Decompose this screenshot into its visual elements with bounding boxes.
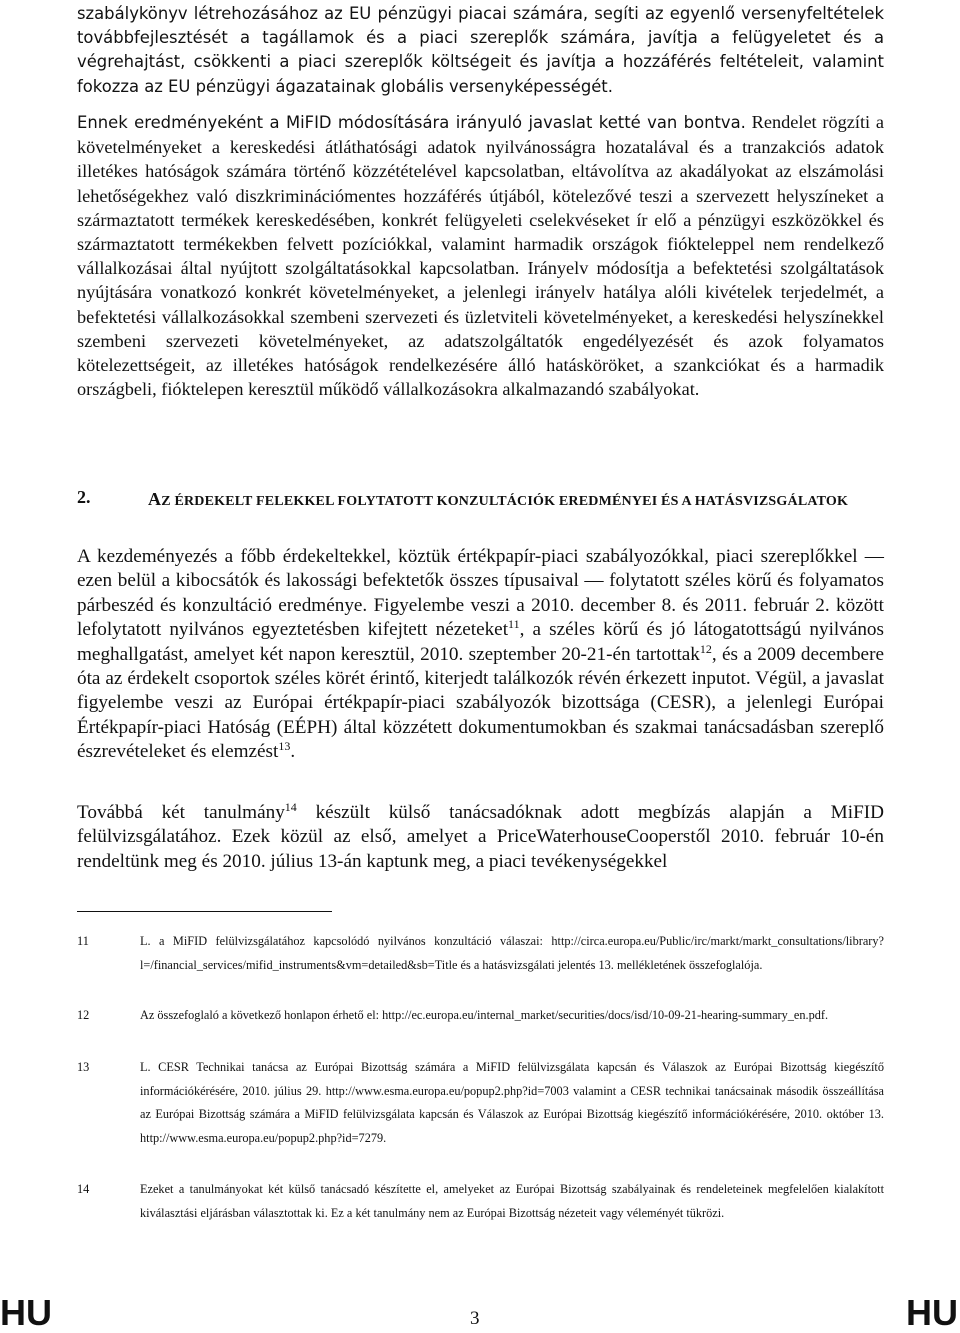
second-paragraph-block: [77, 110, 884, 401]
footnote-ref-13[interactable]: 13: [278, 739, 291, 754]
section-title-initial: A: [148, 489, 162, 509]
section-title: [148, 487, 884, 514]
studies-paragraph-block: [77, 801, 884, 874]
studies-paragraph: [77, 801, 884, 874]
second-paragraph-rest: Rendelet rögzíti a követelményeket a kereskedési átláthatósági adatok nyilvánosságra hozatalával és a tranzakciós adatok illetékes hatóságok számára történő közzétételével kapcsolatban, eltávolítva az akadályokat az elszámolási lehetőségekhez való diszkriminációmentes hozzáférés útjából, kötelezővé teszi a szervezett helyszíneket a származtatott termékek kereskedésében, konkrét felügyeleti cselekvéseket ír elő a pénzügyi eszközökkel és származtatott termékekben felvett pozíciókkal, valamint harmadik országok fiókteleppel nem rendelkező vállalkozásai által nyújtott szolgáltatásokkal kapcsolatban. Irányelv módosítja a befektetési szolgáltatások nyújtására vonatkozó konkrét követelményeket, a jelenlegi irányelv hatálya alóli kivételek terjedelmét, a befektetési vállalkozásokkal szembeni szervezeti és üzletviteli követelményeket, a kereskedési helyszínekkel szembeni szervezeti követelményeket, az adatszolgáltatók engedélyezését és azok folyamatos kötelezettségeit, az illetékes hatóságok rendelkezésére álló hatásköröket, a szankciókat és a harmadik országbeli, fióktelepen keresztül működő vállalkozásokra alkalmazandó szabályokat.: [77, 112, 884, 400]
footnote-number: 11: [77, 934, 89, 948]
footer-language-left: HU: [0, 1292, 52, 1333]
consultation-text-3: , és a 2009 decembere óta az érdekelt csoportok széles körét érintő, kiterjedt találkozók révén érkezett inputot. Végül, a javaslat figyelembe veszi az Európai értékpapír-piaci szabályozók bizottsága (CESR), a jelenlegi Európai Értékpapír-piaci Hatóság (EÉPH) által közzétett dokumentumokban és szakmai tanácsadásban szereplő észrevételeket és elemzést: [77, 643, 884, 763]
footnote-text: L. CESR Technikai tanácsa az Európai Bizottság számára a MiFID felülvizsgálata kapcsán és Válaszok az Európai Bizottság kiegészítő információkérésére, 2010. július 29. http://www.esma.europa.eu/popup2.php?id=7003 valamint a CESR technikai tanácsainak második összeállítása az Európai Bizottság számára a MiFID felülvizsgálata kapcsán és Válaszok az Európai Bizottság kiegészítő információkérésére, 2010. október 13. http://www.esma.europa.eu/popup2.php?id=7279.: [140, 1060, 884, 1145]
footnote-ref-11[interactable]: 11: [508, 617, 520, 632]
intro-paragraph: szabálykönyv létrehozásához az EU pénzügyi piacai számára, segíti az egyenlő versenyfeltételek továbbfejlesztését a tagállamok és a piaci szereplők számára, javítja a felügyeletet és a végrehajtást, csökkenti a piaci szereplők költségeit és javítja a hozzáférés feltételeit, valamint fokozza az EU pénzügyi ágazatainak globális versenyképességét.: [77, 4, 884, 96]
footnote-text: Ezeket a tanulmányokat két külső tanácsadó készítette el, amelyeket az Európai Bizottság szabályainak és rendeleteinek megfelelően kialakított kiválasztási eljárásban választottak ki. Ez a két tanulmány nem az Európai Bizottság nézeteit vagy véleményét tükrözi.: [140, 1182, 884, 1220]
footer-language-right: HU: [906, 1292, 958, 1333]
intro-paragraph-block: [77, 2, 884, 99]
footnote-ref-12[interactable]: 12: [699, 641, 712, 656]
footnote-number: 13: [77, 1060, 90, 1074]
second-paragraph: [77, 110, 884, 401]
consultation-paragraph: [77, 545, 884, 765]
section-title-rest: Z ÉRDEKELT FELEKKEL FOLYTATOTT KONZULTÁCIÓK EREDMÉNYEI ÉS A HATÁSVIZSGÁLATOK: [161, 494, 849, 509]
consultation-text-4: .: [290, 741, 296, 763]
page-number: 3: [470, 1308, 480, 1329]
footnote-text: L. a MiFID felülvizsgálatához kapcsolódó nyilvános konzultáció válaszai: http://circa.europa.eu/Public/irc/markt/markt_consultations/library?l=/financial_services/mifid_instruments&vm=detailed&sb=Title és a hatásvizsgálati jelentés 13. mellékletének összefoglalója.: [140, 934, 884, 972]
consultation-text-2: , a széles körű és jó látogatottságú nyilvános meghallgatást, amelyet két napon keresztül, 2010. szeptember 20-21-én tartottak: [77, 619, 884, 665]
footnote-text: Az összefoglaló a következő honlapon érhető el: http://ec.europa.eu/internal_market/securities/docs/isd/10-09-21-hearing-summary_en.pdf.: [140, 1008, 829, 1022]
footnote-number: 14: [77, 1182, 90, 1196]
second-paragraph-lead: Ennek eredményeként a MiFID módosítására irányuló javaslat ketté van bontva.: [77, 113, 746, 132]
footnote-ref-14[interactable]: 14: [284, 800, 297, 814]
footnote-separator: [77, 911, 332, 912]
studies-text-1: Továbbá két tanulmány: [77, 802, 285, 823]
consultation-paragraph-block: [77, 545, 884, 765]
section-number: 2.: [77, 487, 91, 507]
footnote-number: 12: [77, 1008, 90, 1022]
consultation-text-1: A kezdeményezés a főbb érdekeltekkel, köztük értékpapír-piaci szabályozókkal, piaci szereplőkkel — ezen belül a kibocsátók és lakossági befektetők összes típusaival — folytatott széles körű és folyamatos párbeszéd és konzultáció eredménye. Figyelembe veszi a 2010. december 8. és 2011. február 2. között lefolytatott nyilvános egyeztetésben kifejtett nézeteket: [77, 546, 884, 641]
studies-text-2: készült külső tanácsadóknak adott megbízás alapján a MiFID felülvizsgálatához. Ezek közül az első, amelyet a PriceWaterhouseCooperstől 2010. február 10-én rendeltünk meg és 2010. július 13-án kaptunk meg, a piaci tevékenységekkel: [77, 802, 884, 872]
